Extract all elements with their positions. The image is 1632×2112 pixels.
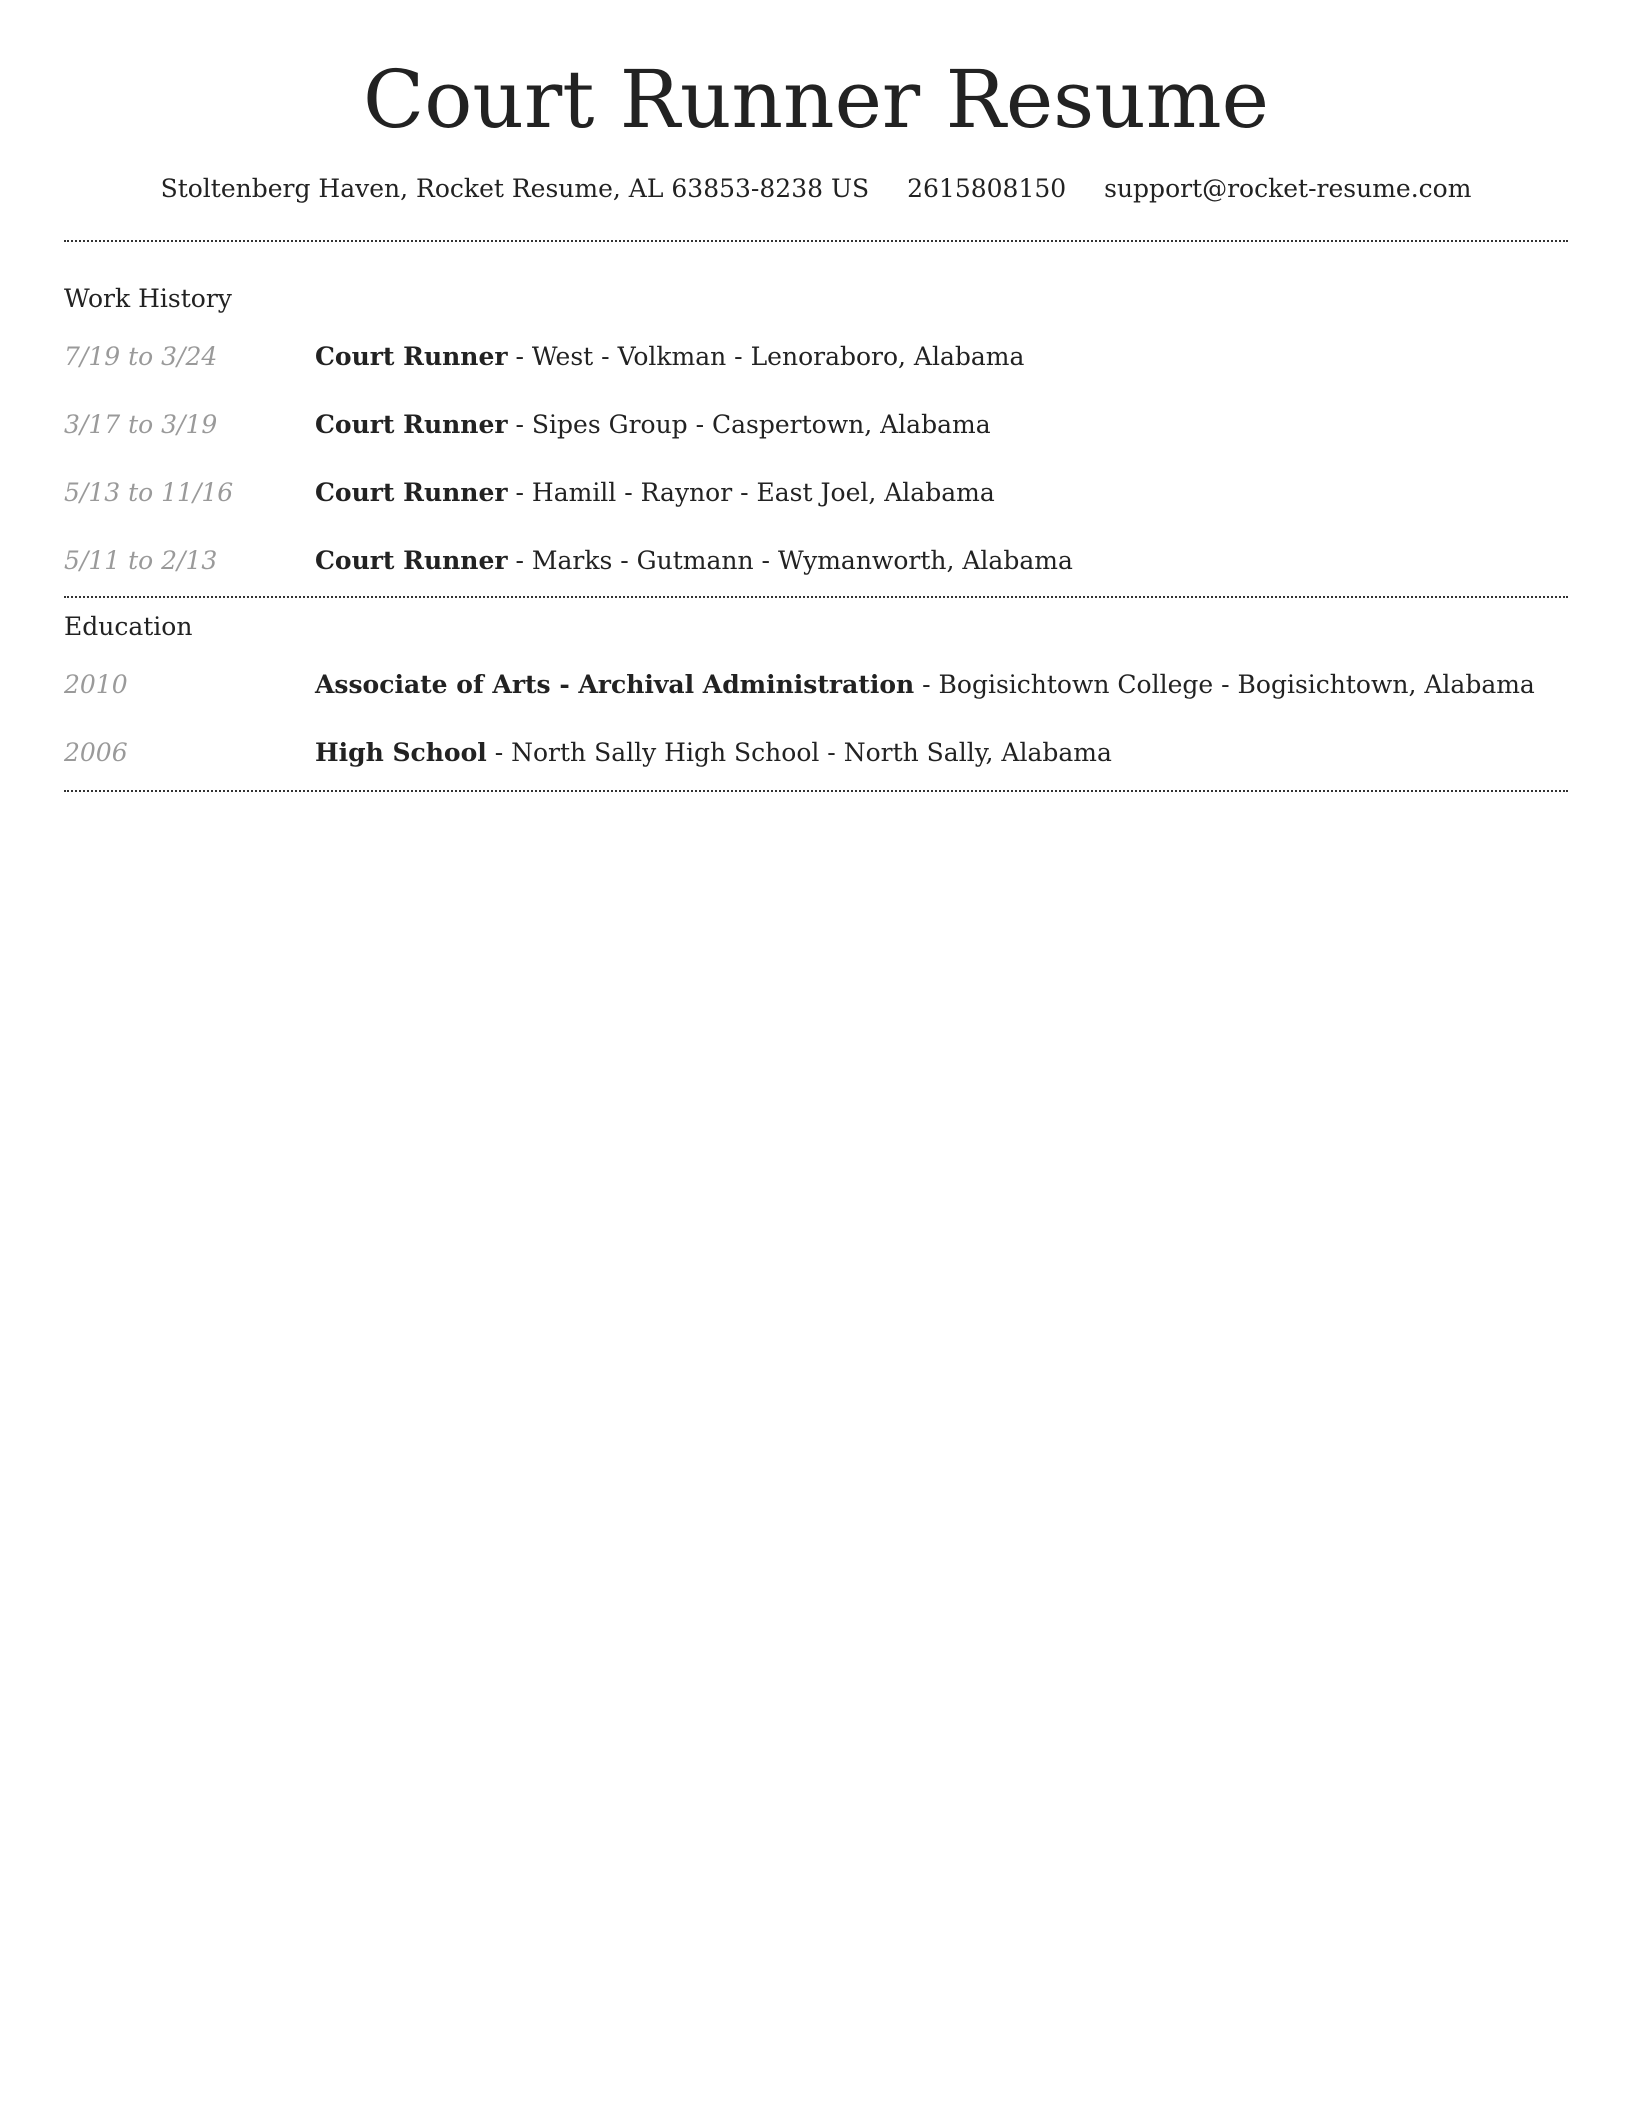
work-entry-dates: 3/17 to 3/19: [64, 410, 218, 439]
education-entry-details: - North Sally High School - North Sally, Alabama: [486, 738, 1112, 767]
contact-email: support@rocket-resume.com: [1104, 174, 1472, 203]
work-entry-title: Court Runner: [315, 410, 508, 439]
education-entry-details: - Bogisichtown College - Bogisichtown, Alabama: [914, 670, 1535, 699]
education-section: [64, 610, 1568, 770]
contact-address: Stoltenberg Haven, Rocket Resume, AL 63853-8238 US: [160, 174, 870, 203]
resume-page: [64, 0, 1568, 792]
education-entry-description: [315, 668, 1535, 702]
education-entry-dates: 2006: [64, 738, 128, 767]
section-divider: [64, 596, 1568, 598]
education-entry: [64, 736, 1568, 770]
work-entry-dates: 5/13 to 11/16: [64, 478, 234, 507]
footer-divider: [64, 790, 1568, 792]
education-entry-title: Associate of Arts - Archival Administration: [315, 670, 915, 699]
work-entry-title: Court Runner: [315, 342, 508, 371]
work-entry-title: Court Runner: [315, 478, 508, 507]
education-entry-title: High School: [315, 738, 487, 767]
work-entry: [64, 544, 1568, 578]
work-entry-description: [315, 408, 991, 442]
work-entry-description: [315, 340, 1024, 374]
work-history-heading: Work History: [64, 284, 232, 313]
work-history-section: [64, 282, 1568, 578]
resume-title: Court Runner Resume: [363, 53, 1269, 146]
work-entry-title: Court Runner: [315, 546, 508, 575]
work-entry-details: - Marks - Gutmann - Wymanworth, Alabama: [507, 546, 1073, 575]
work-entry: [64, 408, 1568, 442]
education-entry-description: [315, 736, 1112, 770]
work-entry-description: [315, 476, 995, 510]
work-entry-details: - Hamill - Raynor - East Joel, Alabama: [507, 478, 995, 507]
education-heading: Education: [64, 612, 193, 641]
education-entry: [64, 668, 1568, 702]
education-entry-dates: 2010: [64, 670, 128, 699]
contact-info: [64, 172, 1568, 206]
work-entry: [64, 340, 1568, 374]
contact-phone: 2615808150: [907, 174, 1067, 203]
work-entry-dates: 7/19 to 3/24: [64, 342, 218, 371]
work-entry-details: - Sipes Group - Caspertown, Alabama: [507, 410, 991, 439]
header-divider: [64, 240, 1568, 242]
work-entry-details: - West - Volkman - Lenoraboro, Alabama: [507, 342, 1025, 371]
work-entry: [64, 476, 1568, 510]
work-entry-description: [315, 544, 1073, 578]
work-entry-dates: 5/11 to 2/13: [64, 546, 218, 575]
